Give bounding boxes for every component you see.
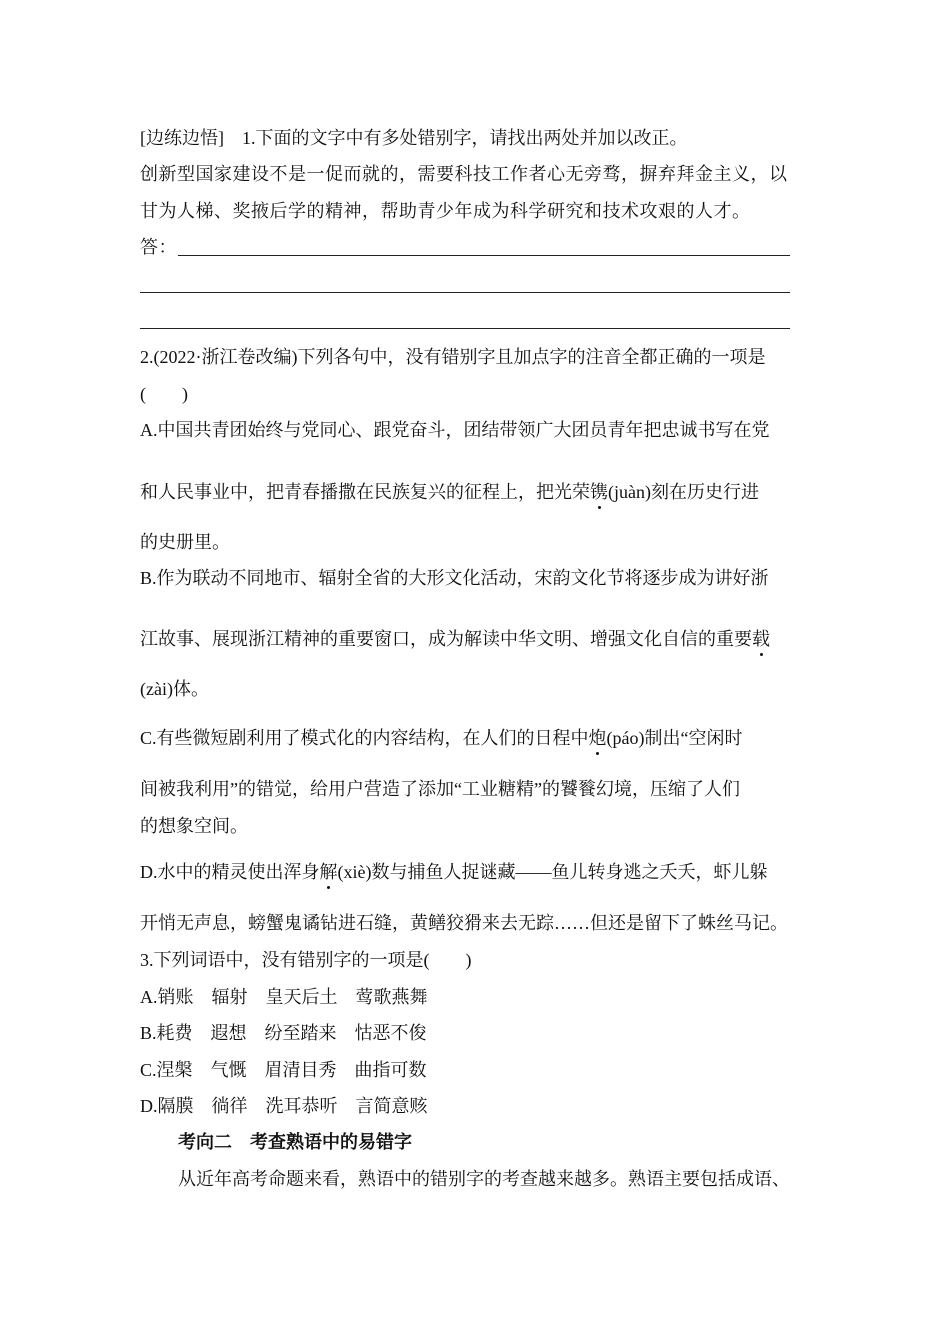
q3-stem: 3.下列词语中，没有错别字的一项是( ) <box>140 950 472 970</box>
q3-option-a <box>140 985 428 1009</box>
q2-option-d-line-2: 开悄无声息，螃蟹鬼谲钻进石缝，黄鳝狡猾来去无踪……但还是留下了蛛丝马记。 <box>140 913 788 933</box>
q1-passage-line-1: 创新型国家建设不是一促而就的，需要科技工作者心无旁骛，摒弃拜金主义，以 <box>140 164 788 185</box>
dotted-char: 载 <box>752 629 770 649</box>
q2-option-d-line-1 <box>140 860 767 884</box>
q1-answer-label: 答： <box>140 237 177 258</box>
q2-option-a-line-1: A.中国共青团始终与党同心、跟党奋斗，团结带领广大团员青年把忠诚书写在党 <box>140 420 770 440</box>
q3-word: 皇天后土 <box>265 987 338 1007</box>
q3-word: 言简意赅 <box>355 1096 428 1116</box>
q3-option-c <box>140 1058 427 1082</box>
section-heading: 考向二 考查熟语中的易错字 <box>178 1132 412 1152</box>
q3-word: C.涅槃 <box>140 1060 193 1080</box>
q1-tag: [边练边悟] <box>140 128 224 148</box>
q3-word: 莺歌燕舞 <box>355 987 428 1007</box>
q3-word: D.隔膜 <box>140 1096 194 1116</box>
q3-word: B.耗费 <box>140 1023 193 1043</box>
answer-line-2[interactable] <box>140 292 790 293</box>
dotted-char: 解 <box>319 862 338 882</box>
answer-line-1[interactable] <box>178 255 790 256</box>
text-run: 江故事、展现浙江精神的重要窗口，成为解读中华文明、增强文化自信的重要 <box>140 629 752 649</box>
dotted-char: 炮 <box>588 728 607 748</box>
q2-stem: 2.(2022·浙江卷改编)下列各句中，没有错别字且加点字的注音全都正确的一项是 <box>140 347 766 367</box>
q3-option-b <box>140 1021 427 1045</box>
q3-option-d <box>140 1094 428 1118</box>
q2-option-b-line-2 <box>140 627 770 651</box>
q3-word: 眉清目秀 <box>264 1060 337 1080</box>
text-run: D.水中的精灵使出浑身 <box>140 862 320 882</box>
q3-word: 气慨 <box>210 1060 247 1080</box>
q3-word: 辐射 <box>211 987 248 1007</box>
q2-option-b-line-3: (zài)体。 <box>140 679 209 699</box>
q3-word: 曲指可数 <box>354 1060 427 1080</box>
q3-word: A.销账 <box>140 987 194 1007</box>
q1-prompt: 1.下面的文字中有多处错别字，请找出两处并加以改正。 <box>242 128 688 148</box>
text-run: 和人民事业中，把青春播撒在民族复兴的征程上，把光荣 <box>140 482 590 502</box>
section-paragraph: 从近年高考命题来看，熟语中的错别字的考查越来越多。熟语主要包括成语、 <box>178 1169 790 1189</box>
q3-word: 洗耳恭听 <box>265 1096 338 1116</box>
answer-line-3[interactable] <box>140 328 790 329</box>
q2-answer-paren: ( ) <box>140 384 188 404</box>
q1-passage-line-2: 甘为人梯、奖掖后学的精神，帮助青少年成为科学研究和技术攻艰的人才。 <box>140 201 751 222</box>
dotted-char: 镌 <box>590 482 608 502</box>
q3-word: 纷至踏来 <box>264 1023 337 1043</box>
text-run: C.有些微短剧利用了模式化的内容结构，在人们的日程中 <box>140 728 589 748</box>
q2-option-c-line-3: 的想象空间。 <box>140 816 248 836</box>
q2-option-a-line-3: 的史册里。 <box>140 532 230 552</box>
text-run: (xiè)数与捕鱼人捉谜藏——鱼儿转身逃之夭夭，虾儿躲 <box>337 862 768 882</box>
q2-option-b-line-1: B.作为联动不同地市、辐射全省的大形文化活动，宋韵文化节将逐步成为讲好浙 <box>140 568 769 588</box>
q3-word: 徜徉 <box>211 1096 248 1116</box>
q2-option-a-line-2 <box>140 480 759 504</box>
text-run: (páo)制出“空闲时 <box>606 728 743 748</box>
q2-option-c-line-1 <box>140 726 742 750</box>
q3-word: 怙恶不俊 <box>354 1023 427 1043</box>
q3-word: 遐想 <box>210 1023 247 1043</box>
q1-heading <box>140 126 688 150</box>
text-run: (juàn)刻在历史行进 <box>608 482 759 502</box>
q2-option-c-line-2: 间被我利用”的错觉，给用户营造了添加“工业糖精”的饕餮幻境，压缩了人们 <box>140 779 740 799</box>
